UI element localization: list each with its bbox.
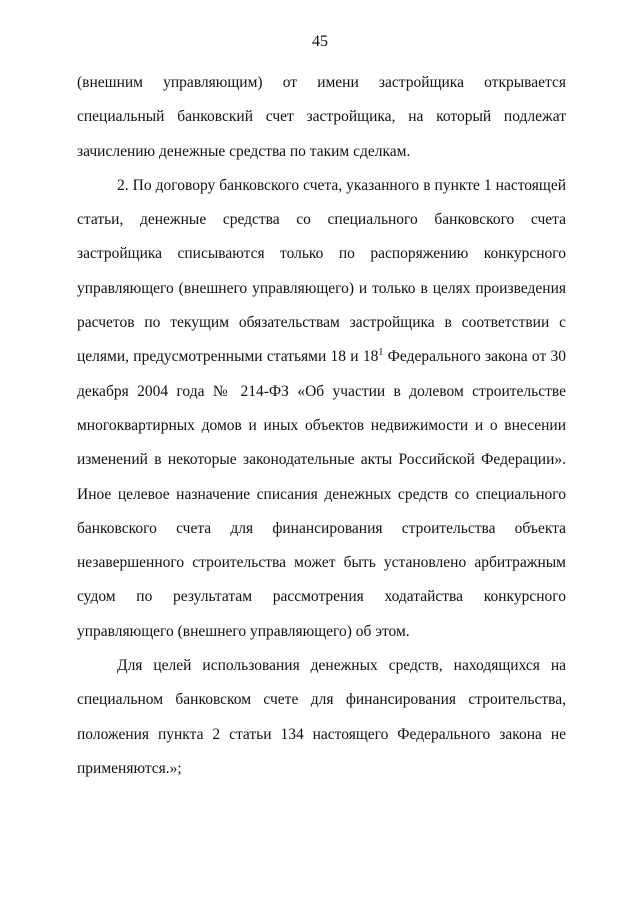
paragraph-clause-2	[77, 169, 566, 649]
article-superscript: 1	[378, 347, 384, 359]
paragraph-continuation: (внешним управляющим) от имени застройщика открывается специальный банковский счет застройщика, на который подлежат зачислению денежные средства по таким сделкам.	[77, 74, 566, 160]
document-body	[77, 66, 566, 786]
clause-2-text-start: 2. По договору банковского счета, указанного в пункте 1 настоящей статьи, денежные средства со специального банковского счета застройщика списываются только по распоряжению конкурсного управляющего (внешнего управляющего) и только в целях произведения расчетов по текущим обязательствам застройщика в соответствии с целями, предусмотренными статьями 18 и 18	[77, 176, 566, 366]
paragraph-final: Для целей использования денежных средств, находящихся на специальном банковском счете для финансирования строительства, положения пункта 2 статьи 134 настоящего Федерального закона не применяются.»;	[77, 657, 566, 777]
page-number: 45	[312, 33, 328, 50]
clause-2-text-end: Федерального закона от 30 декабря 2004 года № 214-ФЗ «Об участии в долевом строительстве многоквартирных домов и иных объектов недвижимости и о внесении изменений в некоторые законодательные акты Российской Федерации». Иное целевое назначение списания денежных средств со специального банковского счета для финансирования строительства объекта незавершенного строительства может быть установлено арбитражным судом по результатам рассмотрения ходатайства конкурсного управляющего (внешнего управляющего) об этом.	[77, 348, 567, 640]
